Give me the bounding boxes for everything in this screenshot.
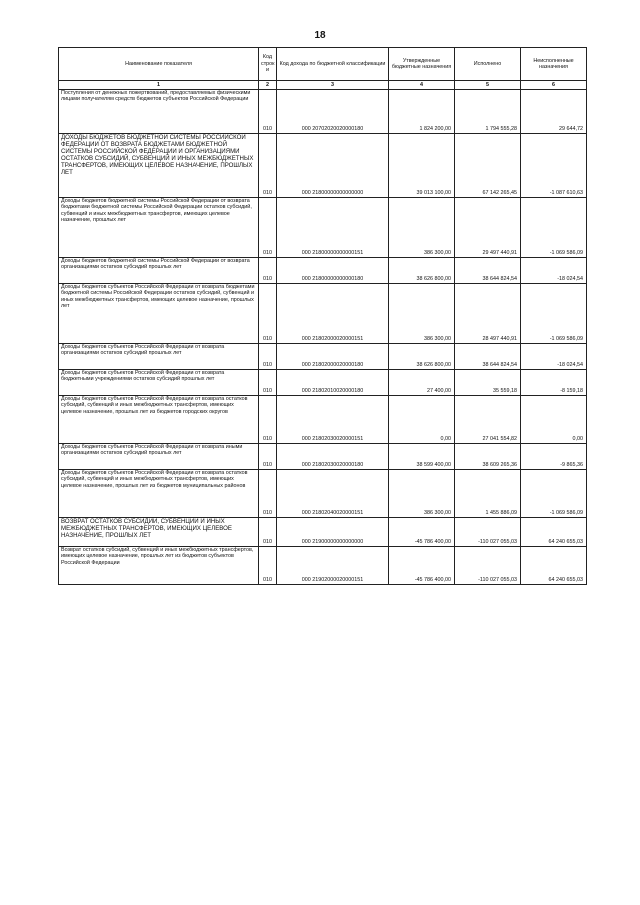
line-code: 010 bbox=[259, 134, 277, 198]
revenue-code: 000 21800000000000000 bbox=[277, 134, 389, 198]
indicator-name: Доходы бюджетов субъектов Российской Федерации от возврата организациями остатков субсидий прошлых лет bbox=[59, 344, 259, 370]
column-number: 5 bbox=[455, 81, 521, 90]
line-code: 010 bbox=[259, 396, 277, 444]
approved-amount: 386 300,00 bbox=[389, 198, 455, 258]
table-row bbox=[59, 90, 587, 134]
table-row bbox=[59, 344, 587, 370]
header-executed: Исполнено bbox=[455, 48, 521, 81]
line-code: 010 bbox=[259, 258, 277, 284]
table-row bbox=[59, 198, 587, 258]
executed-amount: 38 609 265,36 bbox=[455, 444, 521, 470]
table-row bbox=[59, 284, 587, 344]
indicator-name: ДОХОДЫ БЮДЖЕТОВ БЮДЖЕТНОЙ СИСТЕМЫ РОССИЙСКОЙ ФЕДЕРАЦИИ ОТ ВОЗВРАТА БЮДЖЕТАМИ БЮДЖЕТНОЙ СИСТЕМЫ РОССИЙСКОЙ ФЕДЕРАЦИИ И ОРГАНИЗАЦИЯМИ ОСТАТКОВ СУБСИДИЙ, СУБВЕНЦИЙ И ИНЫХ МЕЖБЮДЖЕТНЫХ ТРАНСФЕРТОВ, ИМЕЮЩИХ ЦЕЛЕВОЕ НАЗНАЧЕНИЕ, ПРОШЛЫХ ЛЕТ bbox=[59, 134, 259, 198]
executed-amount: 28 497 440,91 bbox=[455, 284, 521, 344]
approved-amount: -45 786 400,00 bbox=[389, 547, 455, 585]
revenue-code: 000 21802010020000180 bbox=[277, 370, 389, 396]
table-row bbox=[59, 444, 587, 470]
approved-amount: 1 824 200,00 bbox=[389, 90, 455, 134]
executed-amount: 38 644 824,54 bbox=[455, 258, 521, 284]
approved-amount: -45 786 400,00 bbox=[389, 518, 455, 547]
header-line-code: Код строк и bbox=[259, 48, 277, 81]
indicator-name: Доходы бюджетов бюджетной системы Российской Федерации от возврата организациями остатков субсидий прошлых лет bbox=[59, 258, 259, 284]
unexecuted-amount: -1 069 586,09 bbox=[521, 198, 587, 258]
approved-amount: 0,00 bbox=[389, 396, 455, 444]
table-body bbox=[59, 81, 587, 585]
approved-amount: 38 626 800,00 bbox=[389, 344, 455, 370]
indicator-name: Доходы бюджетов субъектов Российской Федерации от возврата остатков субсидий, субвенций и иных межбюджетных трансфертов, имеющих целевое назначение, прошлых лет из бюджетов городских округов bbox=[59, 396, 259, 444]
indicator-name: Доходы бюджетов бюджетной системы Российской Федерации от возврата бюджетами бюджетной системы Российской Федерации остатков субсидий, субвенций и иных межбюджетных трансфертов, имеющих целевое назначение, прошлых лет bbox=[59, 198, 259, 258]
revenue-code: 000 21902000020000151 bbox=[277, 547, 389, 585]
executed-amount: 38 644 824,54 bbox=[455, 344, 521, 370]
indicator-name: Доходы бюджетов субъектов Российской Федерации от возврата иными организациями остатков субсидий прошлых лет bbox=[59, 444, 259, 470]
unexecuted-amount: 29 644,72 bbox=[521, 90, 587, 134]
approved-amount: 27 400,00 bbox=[389, 370, 455, 396]
executed-amount: 27 041 554,82 bbox=[455, 396, 521, 444]
table-row bbox=[59, 258, 587, 284]
table-row bbox=[59, 370, 587, 396]
column-number: 2 bbox=[259, 81, 277, 90]
unexecuted-amount: 64 240 655,03 bbox=[521, 547, 587, 585]
revenue-code: 000 21900000000000000 bbox=[277, 518, 389, 547]
revenue-code: 000 21802000020000151 bbox=[277, 284, 389, 344]
unexecuted-amount: 64 240 655,03 bbox=[521, 518, 587, 547]
page-number: 18 bbox=[314, 30, 326, 41]
executed-amount: 35 559,18 bbox=[455, 370, 521, 396]
header-revenue-code: Код дохода по бюджетной классификации bbox=[277, 48, 389, 81]
revenue-code: 000 21800000000000151 bbox=[277, 198, 389, 258]
line-code: 010 bbox=[259, 370, 277, 396]
column-number: 3 bbox=[277, 81, 389, 90]
line-code: 010 bbox=[259, 444, 277, 470]
indicator-name: Доходы бюджетов субъектов Российской Федерации от возврата бюджетными учреждениями остатков субсидий прошлых лет bbox=[59, 370, 259, 396]
header-approved: Утвержденные бюджетные назначения bbox=[389, 48, 455, 81]
line-code: 010 bbox=[259, 518, 277, 547]
table-row bbox=[59, 547, 587, 585]
revenue-code: 000 21802040020000151 bbox=[277, 470, 389, 518]
unexecuted-amount: -1 069 586,09 bbox=[521, 470, 587, 518]
revenue-code: 000 21800000000000180 bbox=[277, 258, 389, 284]
executed-amount: 67 142 265,45 bbox=[455, 134, 521, 198]
column-number-row bbox=[59, 81, 587, 90]
table-row bbox=[59, 518, 587, 547]
executed-amount: 29 497 440,91 bbox=[455, 198, 521, 258]
line-code: 010 bbox=[259, 344, 277, 370]
table-row bbox=[59, 470, 587, 518]
unexecuted-amount: -8 159,18 bbox=[521, 370, 587, 396]
approved-amount: 386 300,00 bbox=[389, 470, 455, 518]
column-number: 4 bbox=[389, 81, 455, 90]
revenue-code: 000 20702020020000180 bbox=[277, 90, 389, 134]
header-unexecuted: Неисполненные назначения bbox=[521, 48, 587, 81]
approved-amount: 38 626 800,00 bbox=[389, 258, 455, 284]
executed-amount: 1 455 886,09 bbox=[455, 470, 521, 518]
approved-amount: 386 300,00 bbox=[389, 284, 455, 344]
indicator-name: ВОЗВРАТ ОСТАТКОВ СУБСИДИЙ, СУБВЕНЦИЙ И ИНЫХ МЕЖБЮДЖЕТНЫХ ТРАНСФЕРТОВ, ИМЕЮЩИХ ЦЕЛЕВОЕ НАЗНАЧЕНИЕ, ПРОШЛЫХ ЛЕТ bbox=[59, 518, 259, 547]
line-code: 010 bbox=[259, 198, 277, 258]
executed-amount: -110 027 055,03 bbox=[455, 547, 521, 585]
unexecuted-amount: -18 024,54 bbox=[521, 344, 587, 370]
approved-amount: 38 599 400,00 bbox=[389, 444, 455, 470]
line-code: 010 bbox=[259, 547, 277, 585]
header-indicator-name: Наименование показателя bbox=[59, 48, 259, 81]
revenue-code: 000 21802030020000151 bbox=[277, 396, 389, 444]
approved-amount: 39 013 100,00 bbox=[389, 134, 455, 198]
unexecuted-amount: 0,00 bbox=[521, 396, 587, 444]
executed-amount: -110 027 055,03 bbox=[455, 518, 521, 547]
line-code: 010 bbox=[259, 284, 277, 344]
unexecuted-amount: -18 024,54 bbox=[521, 258, 587, 284]
column-number: 1 bbox=[59, 81, 259, 90]
unexecuted-amount: -1 069 586,09 bbox=[521, 284, 587, 344]
table-row bbox=[59, 134, 587, 198]
line-code: 010 bbox=[259, 90, 277, 134]
revenue-code: 000 21802030020000180 bbox=[277, 444, 389, 470]
header-row bbox=[59, 48, 587, 81]
revenue-code: 000 21802000020000180 bbox=[277, 344, 389, 370]
indicator-name: Поступления от денежных пожертвований, предоставляемых физическими лицами получателям средств бюджетов субъектов Российской Федерации bbox=[59, 90, 259, 134]
table-row bbox=[59, 396, 587, 444]
line-code: 010 bbox=[259, 470, 277, 518]
unexecuted-amount: -9 865,36 bbox=[521, 444, 587, 470]
budget-revenue-table bbox=[58, 47, 587, 585]
executed-amount: 1 794 555,28 bbox=[455, 90, 521, 134]
unexecuted-amount: -1 087 610,63 bbox=[521, 134, 587, 198]
indicator-name: Возврат остатков субсидий, субвенций и иных межбюджетных трансфертов, имеющих целевое назначение, прошлых лет из бюджетов субъектов Российской Федерации bbox=[59, 547, 259, 585]
indicator-name: Доходы бюджетов субъектов Российской Федерации от возврата бюджетами бюджетной системы Российской Федерации остатков субсидий, субвенций и иных межбюджетных трансфертов, имеющих целевое назначение, прошлых лет bbox=[59, 284, 259, 344]
column-number: 6 bbox=[521, 81, 587, 90]
indicator-name: Доходы бюджетов субъектов Российской Федерации от возврата остатков субсидий, субвенций и иных межбюджетных трансфертов, имеющих целевое назначение, прошлых лет из бюджетов муниципальных районов bbox=[59, 470, 259, 518]
